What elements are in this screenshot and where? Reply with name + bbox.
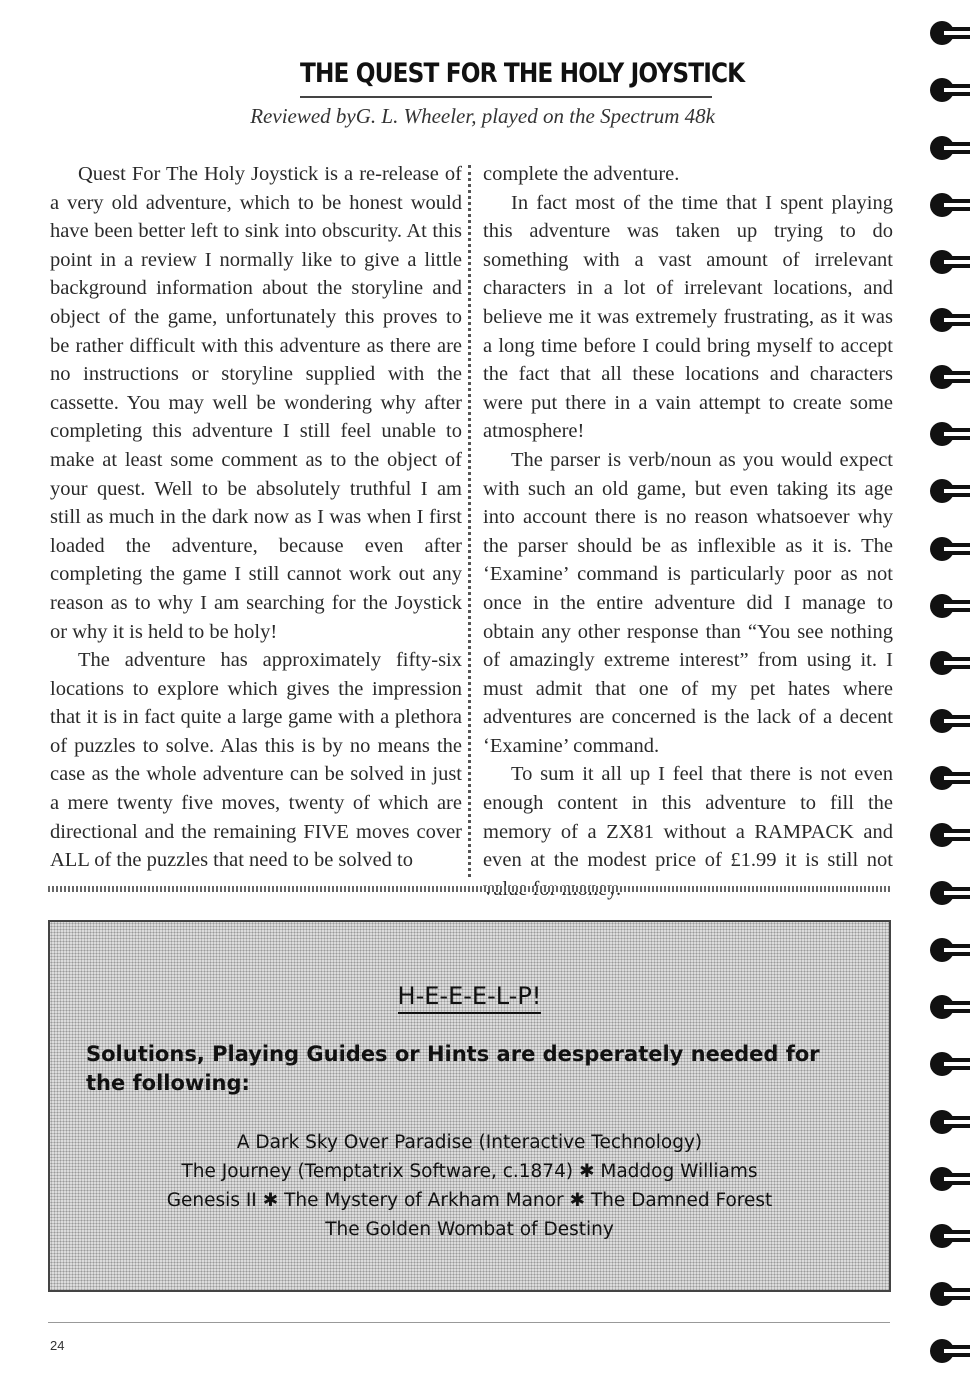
help-intro: Solutions, Playing Guides or Hints are desperately needed for the following: xyxy=(86,1042,820,1095)
asterisk-icon: ✱ xyxy=(262,1190,279,1211)
binding-ring xyxy=(930,476,970,506)
article-paragraph: complete the adventure. xyxy=(483,163,680,185)
binding-ring xyxy=(930,247,970,277)
help-request-box xyxy=(48,920,891,1292)
binding-ring xyxy=(930,362,970,392)
binding-ring xyxy=(930,935,970,965)
binding-ring xyxy=(930,706,970,736)
binding-ring xyxy=(930,133,970,163)
article-right-column xyxy=(483,160,893,903)
binding-ring xyxy=(930,190,970,220)
binding-ring xyxy=(930,992,970,1022)
binding-ring xyxy=(930,591,970,621)
help-list-line xyxy=(50,1157,889,1186)
help-list-line xyxy=(50,1128,889,1157)
game-title: The Golden Wombat of Destiny xyxy=(325,1219,614,1240)
help-list-line xyxy=(50,1186,889,1215)
column-divider xyxy=(468,165,471,877)
article-paragraph: In fact most of the time that I spent playing this adventure was taken up trying to do something with a vast amount of irrelevant characters in a lot of irrelevant locations, and believe me it was extremely frustrating, as it was a long time before I could bring myself to accept the fact that all these locations and characters were put there in a vain attempt to create some atmosphere! xyxy=(483,191,893,443)
page-number: 24 xyxy=(50,1338,65,1353)
article-left-column xyxy=(50,160,462,875)
help-heading-text: H-E-E-E-L-P! xyxy=(398,982,542,1014)
title-underline xyxy=(300,96,712,98)
section-separator xyxy=(48,886,890,892)
binding-ring xyxy=(930,1279,970,1309)
binding-ring xyxy=(930,648,970,678)
game-title: The Mystery of Arkham Manor xyxy=(284,1190,564,1211)
binding-ring xyxy=(930,75,970,105)
binding-ring xyxy=(930,820,970,850)
help-heading xyxy=(50,982,889,1010)
help-list-line xyxy=(50,1215,889,1244)
article-byline: Reviewed byG. L. Wheeler, played on the Spectrum 48k xyxy=(250,104,715,128)
article-paragraph: The parser is verb/noun as you would expect with such an old game, but even taking its age into account there is no reason whatsoever why the parser should be as inflexible as it is. The ‘Examine’ command is particularly poor as not once in the entire adventure did I manage to obtain any other response than “You see nothing of amazingly extreme interest” from using it. I must admit that one of my pet hates where adventures are concerned is the lack of a decent ‘Examine’ command. xyxy=(483,448,893,757)
binding-ring xyxy=(930,1221,970,1251)
game-title: Maddog Williams xyxy=(600,1161,758,1182)
article-paragraph: To sum it all up I feel that there is not even enough content in this adventure to fill the memory of a ZX81 without a RAMPACK and even at the modest price of £1.99 it is still not xyxy=(483,763,893,872)
help-game-list xyxy=(50,1128,889,1244)
game-title: A Dark Sky Over Paradise (Interactive Technology) xyxy=(236,1132,703,1153)
binding-ring xyxy=(930,1107,970,1137)
binding-ring xyxy=(930,878,970,908)
article-paragraph: Quest For The Holy Joystick is a re-release of a very old adventure, which to be honest would have been better left to sink into obscurity. At this point in a review I normally like to give a little background information about the storyline and object of the game, unfortunately this proves to be rather difficult with this adventure as there are no instructions or storyline supplied with the cassette. You may well be wondering why after completing this adventure I still feel unable to make at least some comment as to the object of your quest. Well to be absolutely truthful I am still as much in the dark now as I was when I first loaded the adventure, because even after completing the game I still cannot work out any reason as to why I am searching for the Joystick or why it is held to be holy! xyxy=(50,163,462,643)
asterisk-icon: ✱ xyxy=(569,1190,585,1211)
binding-ring xyxy=(930,1336,970,1366)
binding-ring xyxy=(930,1164,970,1194)
asterisk-icon: ✱ xyxy=(578,1161,595,1182)
binding-ring xyxy=(930,419,970,449)
game-title: Genesis II xyxy=(166,1190,257,1211)
binding-ring xyxy=(930,763,970,793)
binding-ring xyxy=(930,305,970,335)
game-title: The Journey (Temptatrix Software, c.1874) xyxy=(181,1161,574,1182)
spiral-binding xyxy=(930,0,970,1375)
binding-ring xyxy=(930,18,970,48)
article-title: THE QUEST FOR THE HOLY JOYSTICK xyxy=(300,58,745,89)
article-paragraph: The adventure has approximately fifty-six locations to explore which gives the impression that it is in fact quite a large game with a plethora of puzzles to solve. Alas this is by no means the case as the whole adventure can be solved in just a mere twenty five moves, twenty of which are directional and the remaining FIVE moves cover ALL of the puzzles that need to be solved to xyxy=(50,649,462,872)
footer-rule xyxy=(48,1322,890,1323)
game-title: The Damned Forest xyxy=(590,1190,773,1211)
binding-ring xyxy=(930,1049,970,1079)
binding-ring xyxy=(930,534,970,564)
